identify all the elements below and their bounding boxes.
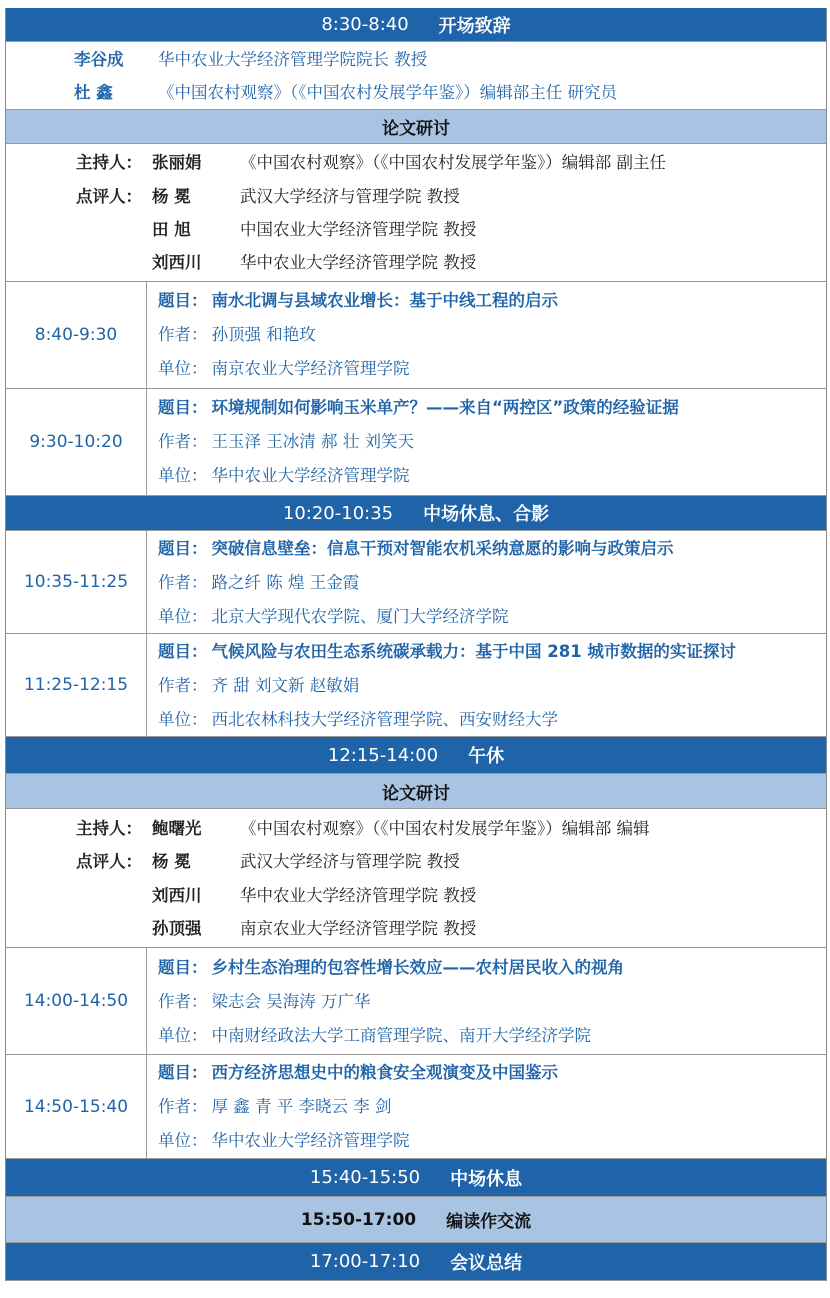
reviewer-desc: 南京农业大学经济管理学院 教授 [240,919,477,938]
column-divider [146,1055,147,1158]
reviewer-name: 杨 冕 [152,187,191,206]
break2-label: 中场休息 [450,1168,523,1190]
reviewer-desc: 武汉大学经济与管理学院 教授 [240,187,460,206]
reviewer-row [6,879,826,912]
host-row [6,146,826,179]
opening-row [6,8,826,42]
paper-authors: 作者： 孙顶强 和艳玫 [158,325,316,344]
speaker-desc: 《中国农村观察》（《中国农村发展学年鉴》）编辑部主任 研究员 [158,83,617,102]
break2-row [6,1159,826,1197]
speaker-name: 杜 鑫 [74,83,113,102]
host-label: 主持人： [76,153,142,172]
column-divider [146,389,147,495]
exchange-time: 15:50-17:00 [300,1209,417,1230]
summary-time: 17:00-17:10 [309,1251,421,1272]
speaker-name: 李谷成 [74,50,124,69]
speaker-row [6,43,826,76]
reviewer-row [6,180,826,213]
paper-authors: 作者： 路之纤 陈 煌 王金霞 [158,573,360,592]
break2-time: 15:40-15:50 [309,1167,421,1188]
reviewer-desc: 武汉大学经济与管理学院 教授 [240,852,460,871]
paper-row [6,282,826,389]
break1-time: 10:20-10:35 [282,502,394,524]
host-label: 主持人： [76,819,142,838]
paper-title: 题目： 乡村生态治理的包容性增长效应——农村居民收入的视角 [158,958,624,977]
column-divider [146,282,147,388]
reviewer-desc: 中国农业大学经济管理学院 教授 [240,220,477,239]
paper-unit: 单位： 华中农业大学经济管理学院 [158,1131,410,1150]
reviewer-name: 孙顶强 [152,919,202,938]
exchange-label: 编读作交流 [446,1212,532,1232]
session1-people [6,144,826,282]
speaker-desc: 华中农业大学经济管理学院院长 教授 [158,50,428,69]
paper-time: 14:50-15:40 [23,1096,129,1117]
paper-authors: 作者： 齐 甜 刘文新 赵敏娟 [158,676,360,695]
paper-title: 题目： 环境规制如何影响玉米单产？——来自“两控区”政策的经验证据 [158,398,679,417]
paper-unit: 单位： 北京大学现代农学院、厦门大学经济学院 [158,607,509,626]
paper-row [6,389,826,496]
paper-unit: 单位： 华中农业大学经济管理学院 [158,466,410,485]
paper-title: 题目： 突破信息壁垒：信息干预对智能农机采纳意愿的影响与政策启示 [158,539,674,558]
paper-unit: 单位： 西北农林科技大学经济管理学院、西安财经大学 [158,710,558,729]
exchange-row [6,1197,826,1243]
session2-header [6,774,826,809]
paper-unit: 单位： 南京农业大学经济管理学院 [158,359,410,378]
session1-header [6,110,826,144]
paper-title: 题目： 西方经济思想史中的粮食安全观演变及中国鉴示 [158,1063,558,1082]
reviewer-name: 杨 冕 [152,852,191,871]
reviewer-row [6,845,826,878]
opening-speakers [6,42,826,110]
session2-header-label: 论文研讨 [382,783,450,804]
column-divider [146,948,147,1054]
agenda-table [5,8,827,1281]
lunch-label: 午休 [468,746,505,767]
reviewer-row [6,912,826,945]
paper-row [6,1055,826,1159]
paper-authors: 作者： 梁志会 吴海涛 万广华 [158,992,371,1011]
paper-time: 11:25-12:15 [23,675,129,695]
host-desc: 《中国农村观察》（《中国农村发展学年鉴》）编辑部 副主任 [240,153,666,172]
paper-time: 8:40-9:30 [34,325,118,345]
host-desc: 《中国农村观察》（《中国农村发展学年鉴》）编辑部 编辑 [240,819,650,838]
reviewer-name: 田 旭 [152,220,191,239]
paper-time: 14:00-14:50 [23,991,129,1011]
paper-row [6,531,826,634]
paper-row [6,948,826,1055]
reviewer-row [6,213,826,246]
break1-row [6,496,826,531]
lunch-row [6,737,826,774]
paper-authors: 作者： 厚 鑫 青 平 李晓云 李 剑 [158,1097,392,1116]
paper-time: 9:30-10:20 [29,432,123,452]
host-name: 鲍曙光 [152,819,202,838]
paper-time: 10:35-11:25 [23,572,129,592]
reviewer-row [6,246,826,279]
opening-label: 开场致辞 [438,15,511,37]
paper-unit: 单位： 中南财经政法大学工商管理学院、南开大学经济学院 [158,1026,591,1045]
host-name: 张丽娟 [152,153,202,172]
break1-label: 中场休息、合影 [423,504,550,525]
session2-people [6,809,826,948]
speaker-row [6,76,826,109]
paper-row [6,634,826,737]
reviewer-label: 点评人： [76,187,142,206]
column-divider [146,531,147,633]
reviewer-name: 刘西川 [152,253,202,272]
paper-title: 题目： 南水北调与县域农业增长：基于中线工程的启示 [158,291,558,310]
opening-time: 8:30-8:40 [321,14,409,35]
summary-label: 会议总结 [450,1252,523,1274]
paper-authors: 作者： 王玉泽 王冰清 郝 壮 刘笑天 [158,432,414,451]
paper-title: 题目： 气候风险与农田生态系统碳承载力：基于中国 281 城市数据的实证探讨 [158,642,736,661]
host-row [6,812,826,845]
reviewer-name: 刘西川 [152,886,202,905]
session1-header-label: 论文研讨 [382,119,450,139]
column-divider [146,634,147,736]
reviewer-label: 点评人： [76,852,142,871]
lunch-time: 12:15-14:00 [327,744,439,766]
summary-row [6,1243,826,1281]
reviewer-desc: 华中农业大学经济管理学院 教授 [240,253,477,272]
reviewer-desc: 华中农业大学经济管理学院 教授 [240,886,477,905]
